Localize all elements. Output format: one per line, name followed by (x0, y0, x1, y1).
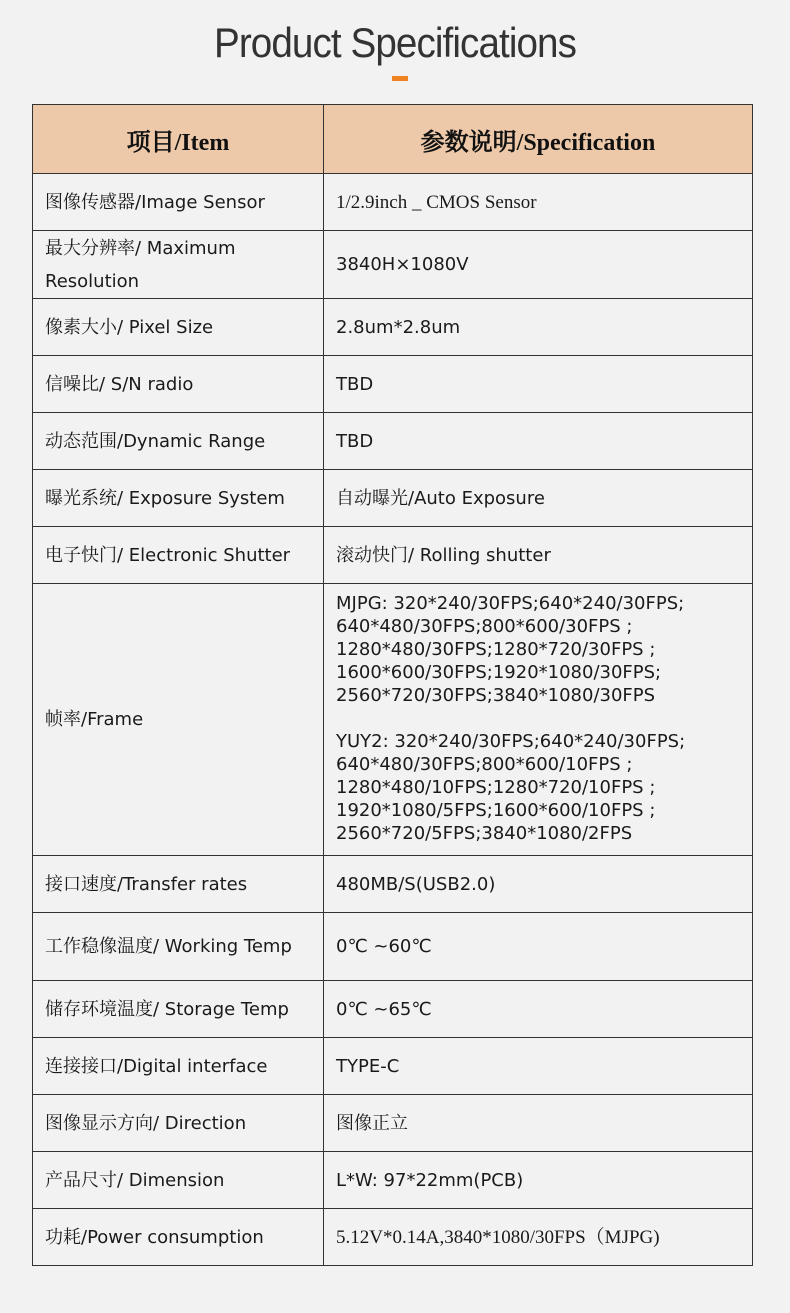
table-header-row (33, 105, 753, 174)
spec-cell-frame (324, 584, 753, 856)
mjpg-line: 2560*720/30FPS;3840*1080/30FPS (336, 685, 656, 706)
spec-cell: TBD (324, 356, 753, 413)
table-row-frame (33, 584, 753, 856)
spec-cell: 0℃ ~60℃ (324, 913, 753, 981)
table-row (33, 981, 753, 1038)
title-accent-bar (392, 76, 408, 81)
mjpg-line: 640*480/30FPS;800*600/30FPS ; (336, 616, 633, 637)
table-row (33, 913, 753, 981)
table-row (33, 174, 753, 231)
spec-table (32, 104, 753, 1266)
mjpg-line: 1600*600/30FPS;1920*1080/30FPS; (336, 662, 662, 683)
item-cell: 图像显示方向/ Direction (33, 1095, 324, 1152)
table-row (33, 1095, 753, 1152)
table-row (33, 856, 753, 913)
item-cell: 图像传感器/Image Sensor (33, 174, 324, 231)
item-cell: 帧率/Frame (33, 584, 324, 856)
spec-cell: 480MB/S(USB2.0) (324, 856, 753, 913)
spec-cell: TBD (324, 413, 753, 470)
item-cell: 电子快门/ Electronic Shutter (33, 527, 324, 584)
table-row (33, 1209, 753, 1266)
item-cell: 信噪比/ S/N radio (33, 356, 324, 413)
table-row (33, 1152, 753, 1209)
header-specification: 参数说明/Specification (324, 105, 753, 174)
header-item: 项目/Item (33, 105, 324, 174)
spec-cell: L*W: 97*22mm(PCB) (324, 1152, 753, 1209)
item-cell: 动态范围/Dynamic Range (33, 413, 324, 470)
item-cell: 功耗/Power consumption (33, 1209, 324, 1266)
yuy2-line: 1920*1080/5FPS;1600*600/10FPS ; (336, 800, 656, 821)
table-row (33, 413, 753, 470)
yuy2-line: YUY2: 320*240/30FPS;640*240/30FPS; (336, 731, 686, 752)
item-cell: 储存环境温度/ Storage Temp (33, 981, 324, 1038)
item-cell: 接口速度/Transfer rates (33, 856, 324, 913)
table-row (33, 356, 753, 413)
spec-cell: 2.8um*2.8um (324, 299, 753, 356)
item-cell: 工作稳像温度/ Working Temp (33, 913, 324, 981)
spec-cell: 自动曝光/Auto Exposure (324, 470, 753, 527)
yuy2-line: 640*480/30FPS;800*600/10FPS ; (336, 754, 633, 775)
table-row (33, 299, 753, 356)
item-cell: 最大分辨率/ Maximum Resolution (33, 231, 324, 299)
table-row (33, 231, 753, 299)
table-row (33, 527, 753, 584)
item-cell: 产品尺寸/ Dimension (33, 1152, 324, 1209)
spec-cell: 1/2.9inch _ CMOS Sensor (324, 174, 753, 231)
mjpg-line: MJPG: 320*240/30FPS;640*240/30FPS; (336, 593, 685, 614)
spec-cell: 5.12V*0.14A,3840*1080/30FPS（MJPG) (324, 1209, 753, 1266)
table-row (33, 470, 753, 527)
yuy2-line: 1280*480/10FPS;1280*720/10FPS ; (336, 777, 656, 798)
spec-cell: 0℃ ~65℃ (324, 981, 753, 1038)
table-row (33, 1038, 753, 1095)
yuy2-line: 2560*720/5FPS;3840*1080/2FPS (336, 823, 633, 844)
spec-cell: 图像正立 (324, 1095, 753, 1152)
mjpg-line: 1280*480/30FPS;1280*720/30FPS ; (336, 639, 656, 660)
spec-cell: 3840H×1080V (324, 231, 753, 299)
item-cell: 连接接口/Digital interface (33, 1038, 324, 1095)
page-title: Product Specifications (213, 19, 577, 66)
spec-cell: 滚动快门/ Rolling shutter (324, 527, 753, 584)
spec-cell: TYPE-C (324, 1038, 753, 1095)
item-cell: 像素大小/ Pixel Size (33, 299, 324, 356)
item-cell: 曝光系统/ Exposure System (33, 470, 324, 527)
